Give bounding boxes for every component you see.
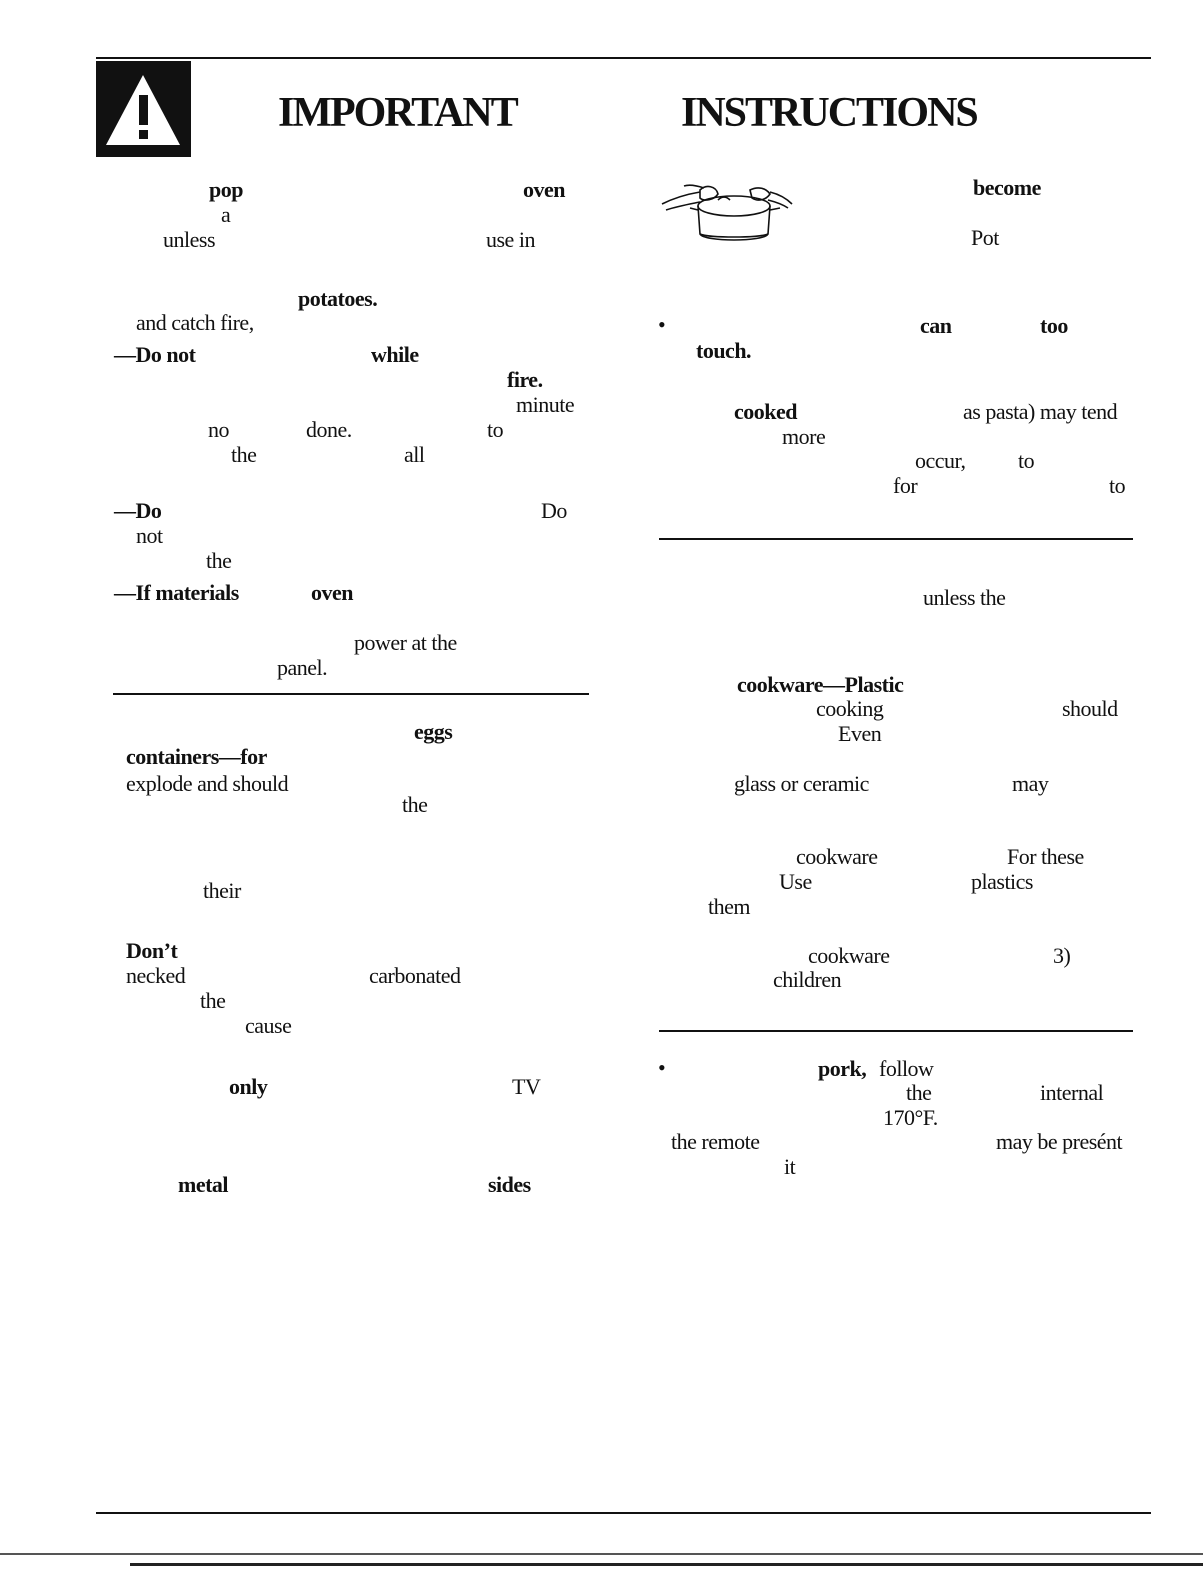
footer-scan-line <box>0 1553 1203 1555</box>
text-word: the <box>231 442 257 467</box>
warning-triangle-icon <box>96 61 191 157</box>
text-word: to <box>1109 473 1126 498</box>
bullet-marker: • <box>658 312 666 337</box>
text-word: panel. <box>277 655 328 680</box>
text-word: cookware—Plastic <box>737 672 904 697</box>
text-word: the <box>906 1080 932 1105</box>
text-word: oven <box>311 580 353 605</box>
text-word: sides <box>488 1172 531 1197</box>
text-word: —Do <box>114 498 162 523</box>
text-word: more <box>782 424 826 449</box>
text-word: cooked <box>734 399 797 424</box>
text-word: oven <box>523 177 565 202</box>
text-word: For these <box>1007 844 1084 869</box>
text-word: cause <box>245 1013 292 1038</box>
section-divider <box>659 1030 1133 1032</box>
text-word: 3) <box>1053 943 1071 968</box>
text-word: cooking <box>816 696 884 721</box>
page-title-important: IMPORTANT <box>278 90 517 136</box>
text-word: for <box>893 473 918 498</box>
text-word: may be presént <box>996 1129 1123 1154</box>
text-word: touch. <box>696 338 752 363</box>
text-word: the <box>402 792 428 817</box>
text-word: TV <box>512 1074 541 1099</box>
text-word: to <box>1018 448 1035 473</box>
text-word: too <box>1040 313 1068 338</box>
text-word: not <box>136 523 163 548</box>
section-divider <box>659 538 1133 540</box>
text-word: should <box>1062 696 1118 721</box>
text-word: it <box>784 1154 796 1179</box>
text-word: may <box>1012 771 1049 796</box>
text-word: as pasta) may tend <box>963 399 1118 424</box>
top-rule <box>96 57 1151 59</box>
text-word: the <box>200 988 226 1013</box>
text-word: metal <box>178 1172 229 1197</box>
text-word: pop <box>209 177 243 202</box>
text-word: while <box>371 342 419 367</box>
text-word: glass or ceramic <box>734 771 869 796</box>
text-word: Do <box>541 498 567 523</box>
text-word: a <box>221 202 231 227</box>
text-word: eggs <box>414 719 453 744</box>
text-word: pork, <box>818 1056 867 1081</box>
text-word: unless <box>163 227 215 252</box>
text-word: plastics <box>971 869 1033 894</box>
text-word: children <box>773 967 842 992</box>
text-word: Pot <box>971 225 999 250</box>
text-word: potatoes. <box>298 286 378 311</box>
text-word: Use <box>779 869 812 894</box>
text-word: use in <box>486 227 535 252</box>
bullet-marker: • <box>658 1055 666 1080</box>
text-word: their <box>203 878 241 903</box>
footer-scan-line <box>130 1563 1203 1566</box>
text-word: —Do not <box>114 342 196 367</box>
text-word: —If materials <box>114 580 239 605</box>
text-word: minute <box>516 392 575 417</box>
text-word: necked <box>126 963 186 988</box>
text-word: fire. <box>507 367 543 392</box>
text-word: them <box>708 894 750 919</box>
section-divider <box>113 693 589 695</box>
text-word: unless the <box>923 585 1006 610</box>
page-title-instructions: INSTRUCTIONS <box>681 90 977 136</box>
text-word: power at the <box>354 630 457 655</box>
text-word: cookware <box>808 943 890 968</box>
text-word: the <box>206 548 232 573</box>
text-word: no <box>208 417 229 442</box>
text-word: the remote <box>671 1129 760 1154</box>
text-word: done. <box>306 417 352 442</box>
text-word: occur, <box>915 448 966 473</box>
text-word: explode and should <box>126 771 289 796</box>
warning-box <box>96 61 191 157</box>
text-word: all <box>404 442 425 467</box>
text-word: Don’t <box>126 938 178 963</box>
text-word: carbonated <box>369 963 461 988</box>
text-word: can <box>920 313 952 338</box>
pot-with-hands-icon <box>660 178 795 248</box>
text-word: containers—for <box>126 744 267 769</box>
text-word: internal <box>1040 1080 1104 1105</box>
text-word: only <box>229 1074 268 1099</box>
text-word: follow <box>879 1056 934 1081</box>
text-word: cookware <box>796 844 878 869</box>
text-word: Even <box>838 721 882 746</box>
text-word: become <box>973 175 1041 200</box>
text-word: and catch fire, <box>136 310 254 335</box>
text-word: 170°F. <box>883 1105 938 1130</box>
text-word: to <box>487 417 504 442</box>
bottom-rule <box>96 1512 1151 1514</box>
